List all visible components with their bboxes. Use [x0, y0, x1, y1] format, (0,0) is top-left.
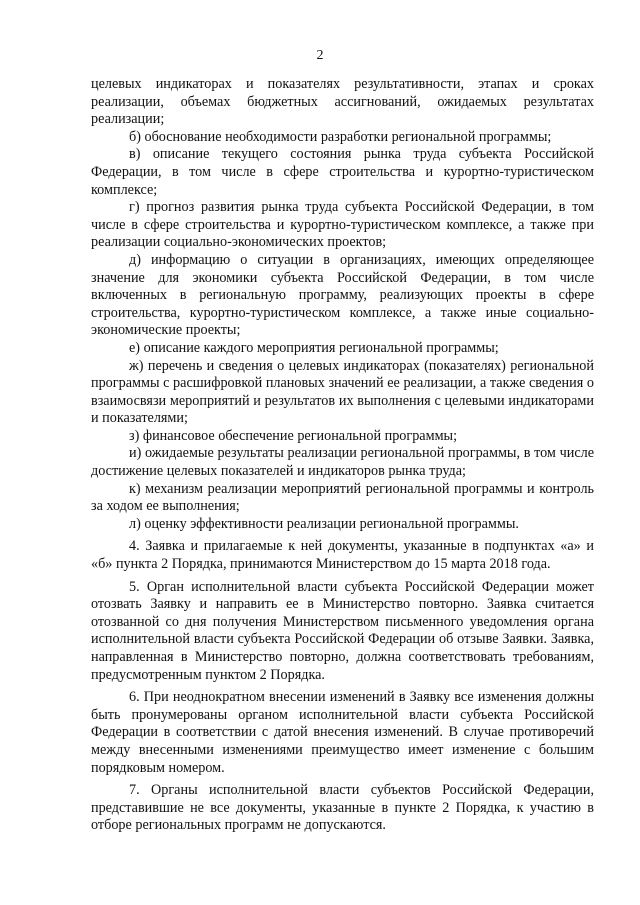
paragraph-item-i: и) ожидаемые результаты реализации региональной программы, в том числе достижение целевых показателей и индикаторов рынка труда; [91, 445, 594, 480]
paragraph-section-7: 7. Органы исполнительной власти субъектов Российской Федерации, представившие не все документы, указанные в пункте 2 Порядка, к участию в отборе региональных программ не допускаются. [91, 782, 594, 834]
paragraph-section-4: 4. Заявка и прилагаемые к ней документы, указанные в подпунктах «а» и «б» пункта 2 Порядка, принимаются Министерством до 15 марта 2018 года. [91, 538, 594, 573]
paragraph-item-g: г) прогноз развития рынка труда субъекта Российской Федерации, в том числе в сфере строительства и курортно-туристическом комплексе, а также при реализации социально-экономических проектов; [91, 199, 594, 251]
paragraph-item-b: б) обоснование необходимости разработки региональной программы; [129, 128, 552, 145]
paragraph-item-zh: ж) перечень и сведения о целевых индикаторах (показателях) региональной программы с расшифровкой плановых значений ее реализации, а также сведения о взаимосвязи мероприятий и результатов их выполнения с целевыми индикаторами и показателями; [91, 357, 594, 427]
paragraph-continuation: целевых индикаторах и показателях результативности, этапах и сроках реализации, объемах бюджетных ассигнований, ожидаемых результатах реализации; [91, 76, 594, 128]
paragraph-item-z: з) финансовое обеспечение региональной программы; [129, 427, 458, 444]
paragraph-section-6: 6. При неоднократном внесении изменений в Заявку все изменения должны быть пронумерованы органом исполнительной власти субъекта Российской Федерации в соответствии с датой внесения изменений. В случае противоречий между внесенными изменениями преимущество имеет изменение с большим порядковым номером. [91, 689, 594, 776]
paragraph-item-v: в) описание текущего состояния рынка труда субъекта Российской Федерации, в том числе в сфере строительства и курортно-туристическом комплексе; [91, 146, 594, 198]
paragraph-item-k: к) механизм реализации мероприятий региональной программы и контроль за ходом ее выполнения; [91, 480, 594, 515]
document-body [91, 76, 594, 835]
page-number: 2 [316, 48, 324, 63]
paragraph-section-5: 5. Орган исполнительной власти субъекта Российской Федерации может отозвать Заявку и направить ее в Министерство повторно. Заявка считается отозванной со дня получения Министерством письменного уведомления органа исполнительной власти субъекта Российской Федерации об отзыве Заявки. Заявка, направленная в Министерство повторно, должна соответствовать требованиям, предусмотренным пунктом 2 Порядка. [91, 578, 594, 683]
paragraph-item-e: е) описание каждого мероприятия региональной программы; [129, 339, 499, 356]
paragraph-item-l: л) оценку эффективности реализации региональной программы. [129, 515, 519, 532]
paragraph-item-d: д) информацию о ситуации в организациях, имеющих определяющее значение для экономики субъекта Российской Федерации, в том числе включенных в региональную программу, реализующих проекты в сфере строительства, курортно-туристическом комплексе, а также иные социально-экономические проекты; [91, 251, 594, 339]
